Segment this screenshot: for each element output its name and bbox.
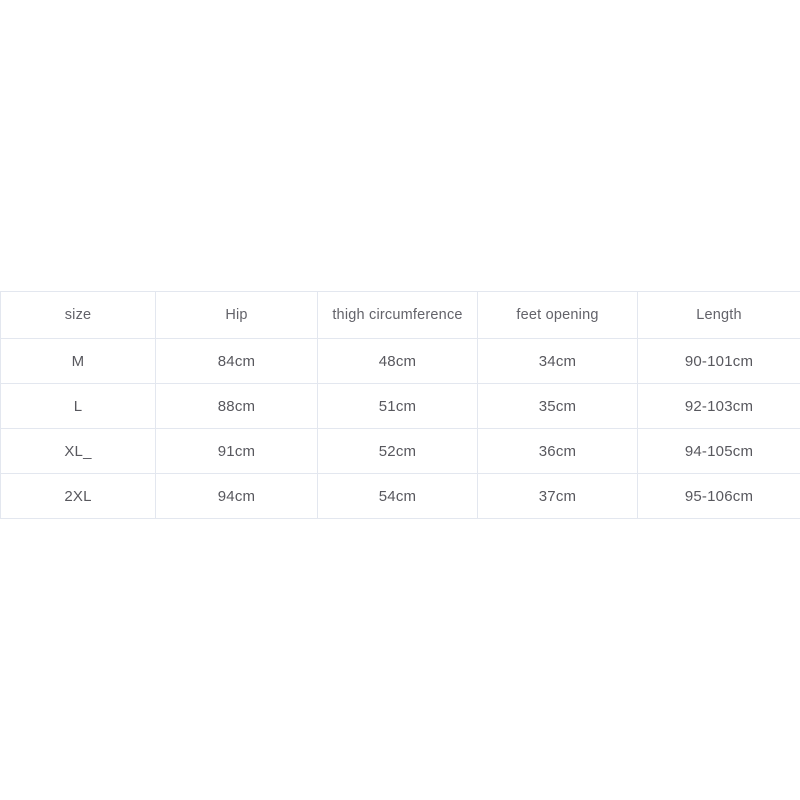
cell-size: 2XL xyxy=(1,474,156,519)
cell-thigh-circumference: 52cm xyxy=(318,429,478,474)
size-table-container xyxy=(0,291,800,519)
column-header-thigh-circumference: thigh circumference xyxy=(318,292,478,339)
cell-thigh-circumference: 54cm xyxy=(318,474,478,519)
cell-length: 90-101cm xyxy=(638,339,800,384)
cell-hip: 84cm xyxy=(156,339,318,384)
table-header-row xyxy=(1,292,800,339)
cell-size: L xyxy=(1,384,156,429)
column-header-size: size xyxy=(1,292,156,339)
cell-feet-opening: 37cm xyxy=(478,474,638,519)
cell-feet-opening: 35cm xyxy=(478,384,638,429)
cell-size: XL_ xyxy=(1,429,156,474)
table-row xyxy=(1,429,800,474)
table-row xyxy=(1,339,800,384)
cell-thigh-circumference: 48cm xyxy=(318,339,478,384)
cell-length: 92-103cm xyxy=(638,384,800,429)
cell-hip: 91cm xyxy=(156,429,318,474)
table-row xyxy=(1,474,800,519)
column-header-feet-opening: feet opening xyxy=(478,292,638,339)
size-table xyxy=(0,291,800,519)
cell-length: 94-105cm xyxy=(638,429,800,474)
cell-feet-opening: 36cm xyxy=(478,429,638,474)
column-header-length: Length xyxy=(638,292,800,339)
size-table-body xyxy=(1,339,800,519)
cell-hip: 88cm xyxy=(156,384,318,429)
cell-thigh-circumference: 51cm xyxy=(318,384,478,429)
cell-hip: 94cm xyxy=(156,474,318,519)
cell-length: 95-106cm xyxy=(638,474,800,519)
cell-size: M xyxy=(1,339,156,384)
column-header-hip: Hip xyxy=(156,292,318,339)
cell-feet-opening: 34cm xyxy=(478,339,638,384)
table-row xyxy=(1,384,800,429)
size-table-header xyxy=(1,292,800,339)
